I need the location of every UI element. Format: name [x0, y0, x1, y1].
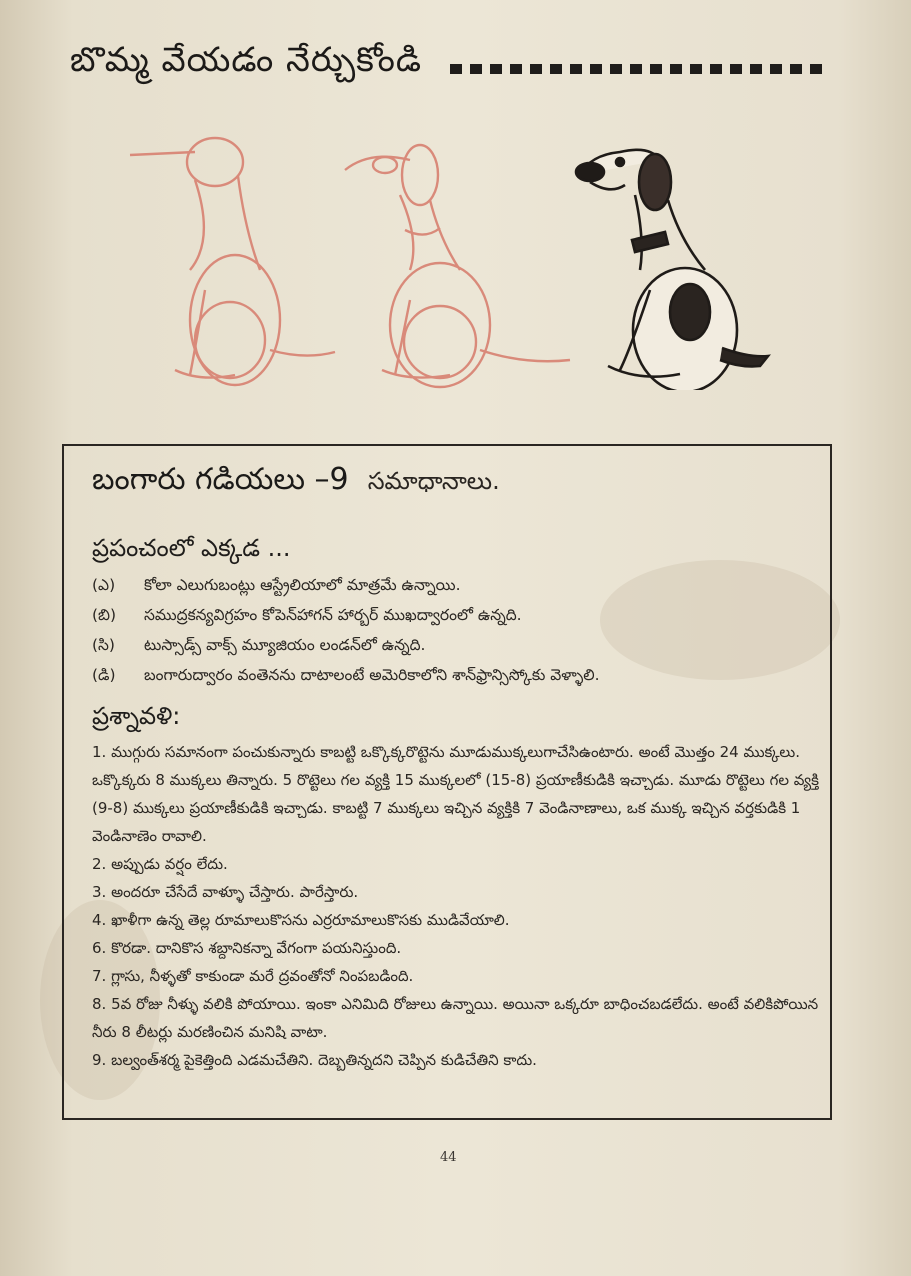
dog-drawing-illustration: [120, 120, 780, 390]
dog-sketch-step-2: [345, 145, 570, 387]
answers-list: [92, 738, 822, 1074]
box-title: బంగారు గడియలు –9: [92, 462, 349, 497]
page-title: బొమ్మ వేయడం నేర్చుకోండి: [70, 40, 422, 80]
list-item: [92, 606, 522, 628]
box-subtitle: సమాధానాలు.: [367, 467, 500, 495]
answer-item: 1. ముగ్గురు సమానంగా పంచుకున్నారు కాబట్టి ఒక్కొక్కరొట్టెను మూడుముక్కలుగాచేసిఉంటారు. అంటే మొత్తం 24 ముక్కలు. ఒక్కొక్కరు 8 ముక్కలు తిన్నారు. 5 రొట్టెలు గల వ్యక్తి 15 ముక్కలలో (15-8) ప్రయాణీకుడికి ఇచ్చాడు. మూడు రొట్టెలు గల వ్యక్తి (9-8) ముక్కలు ప్రయాణీకుడికి ఇచ్చాడు. కాబట్టి 7 ముక్కలు ఇచ్చిన వ్యక్తికి 7 వెండినాణాలు, ఒక ముక్క ఇచ్చిన వర్తకుడికి 1 వెండినాణెం రావాలి.: [92, 743, 819, 845]
item-text: టుస్సాడ్స్ వాక్స్ మ్యూజియం లండన్‌లో ఉన్నది.: [144, 636, 426, 654]
item-text: కోలా ఎలుగుబంట్లు ఆస్ట్రేలియాలో మాత్రమే ఉన్నాయి.: [144, 576, 461, 594]
item-label: (సి): [92, 636, 115, 654]
answer-item: 7. గ్లాసు, నీళ్ళతో కాకుండా మరే ద్రవంతోనో నింపబడింది.: [92, 967, 414, 985]
answer-item: 8. 5వ రోజు నీళ్ళు వలికి పోయాయి. ఇంకా ఎనిమిది రోజులు ఉన్నాయి. అయినా ఒక్కరూ బాధించబడలేదు. అంటే వలికిపోయిన నీరు 8 లీటర్లు మరణించిన మనిషి వాటా.: [92, 995, 819, 1041]
list-item: [92, 636, 425, 658]
dotted-divider: [450, 64, 830, 74]
answer-item: 6. కొరడా. దానికొస శబ్దానికన్నా వేగంగా పయనిస్తుంది.: [92, 939, 402, 957]
section-heading-questions: ప్రశ్నావళి:: [92, 702, 181, 730]
answers-box: [62, 444, 832, 1120]
answer-item: 2. అప్పుడు వర్షం లేదు.: [92, 855, 228, 873]
item-text: బంగారుద్వారం వంతెనను దాటాలంటే అమెరికాలోని శాన్‌ఫ్రాన్సిస్కోకు వెళ్ళాలి.: [144, 666, 600, 684]
answer-item: 9. బల్వంత్‌శర్మ పైకెత్తింది ఎడమచేతిని. దెబ్బతిన్నదని చెప్పిన కుడిచేతిని కాదు.: [92, 1051, 537, 1069]
section-heading-where-in-world: ప్రపంచంలో ఎక్కడ ...: [92, 534, 291, 562]
answer-item: 3. అందరూ చేసేదే వాళ్ళూ చేస్తారు. పారేస్తారు.: [92, 883, 359, 901]
list-item: [92, 576, 461, 598]
list-item: [92, 666, 600, 688]
page-number: 44: [440, 1150, 457, 1165]
item-text: సముద్రకన్యవిగ్రహం కోపెన్‌హాగన్ హార్బర్ ముఖద్వారంలో ఉన్నది.: [144, 606, 522, 624]
box-heading: [92, 462, 500, 504]
item-label: (డి): [92, 666, 116, 684]
answer-item: 4. ఖాళీగా ఉన్న తెల్ల రూమాలుకొసను ఎర్రరూమాలుకొసకు ముడివేయాలి.: [92, 911, 510, 929]
dog-sketch-step-1: [130, 138, 335, 385]
item-label: (ఎ): [92, 576, 116, 594]
dog-drawing-final: [576, 150, 768, 390]
item-label: (బి): [92, 606, 117, 624]
